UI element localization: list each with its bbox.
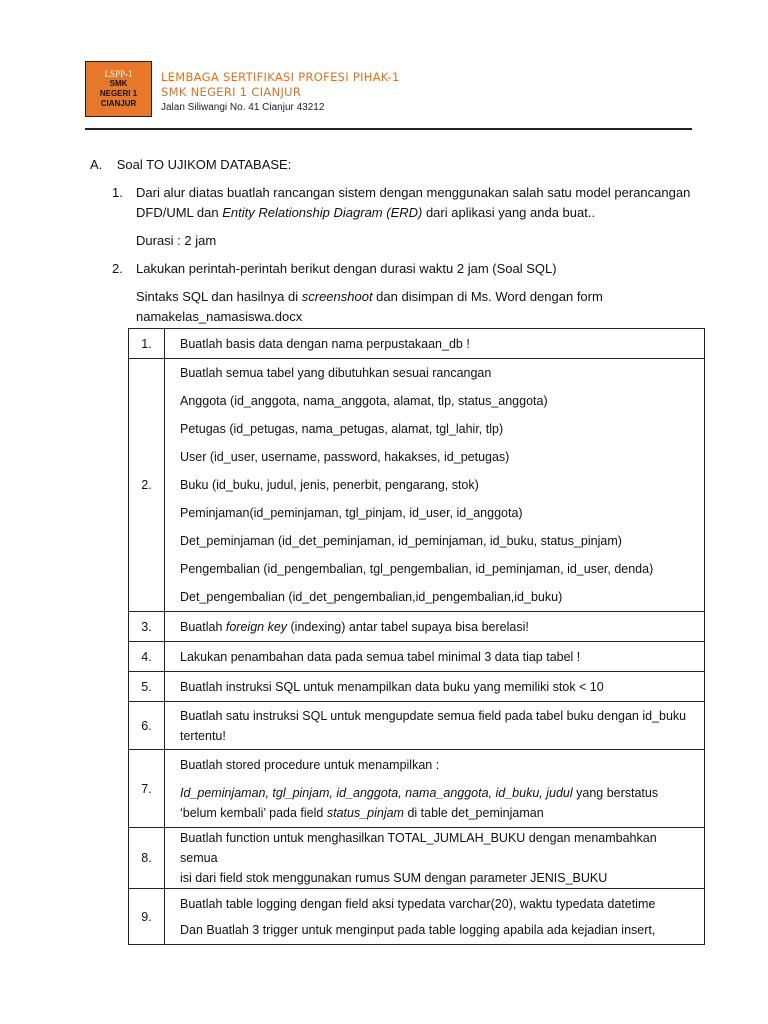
logo-line-2: SMK: [109, 79, 128, 88]
item-number: 1.: [112, 185, 123, 200]
item-1-duration: Durasi : 2 jam: [136, 233, 217, 248]
sql-task-table: [128, 328, 705, 945]
item-1-line-1: Dari alur diatas buatlah rancangan sistem dengan menggunakan salah satu model perancangan: [136, 185, 691, 200]
section-heading: [90, 155, 291, 175]
school-address: Jalan Siliwangi No. 41 Cianjur 43212: [161, 102, 325, 113]
institution-logo: [85, 61, 152, 117]
section-title: Soal TO UJIKOM DATABASE:: [116, 157, 292, 172]
row-number: 2.: [129, 359, 165, 612]
table-list-line: Pengembalian (id_pengembalian, tgl_pengembalian, id_peminjaman, id_user, denda): [180, 562, 654, 576]
row-number: 8.: [129, 828, 165, 889]
table-list-line: User (id_user, username, password, hakakses, id_petugas): [180, 450, 510, 464]
row-number: 7.: [129, 750, 165, 828]
table-row: [129, 642, 705, 672]
row-number: 9.: [129, 889, 165, 945]
row-number: 1.: [129, 329, 165, 359]
row-number: 4.: [129, 642, 165, 672]
row-text: [165, 359, 705, 612]
row-number: 6.: [129, 702, 165, 750]
logo-line-1: LSPP-1: [104, 69, 133, 79]
table-list-line: Anggota (id_anggota, nama_anggota, alamat, tlp, status_anggota): [180, 394, 548, 408]
table-row: [129, 889, 705, 945]
section-letter: A.: [90, 157, 103, 172]
header-divider: [85, 128, 692, 130]
row-text: Lakukan penambahan data pada semua tabel minimal 3 data tiap tabel !: [165, 642, 705, 672]
row-number: 3.: [129, 612, 165, 642]
row-text: Buatlah foreign key (indexing) antar tabel supaya bisa berelasi!: [165, 612, 705, 642]
table-list-line: Det_pengembalian (id_det_pengembalian,id_pengembalian,id_buku): [180, 590, 563, 604]
row-text: Buatlah basis data dengan nama perpustakaan_db !: [165, 329, 705, 359]
table-row: [129, 828, 705, 889]
item-number: 2.: [112, 261, 123, 276]
table-row: [129, 672, 705, 702]
table-list-line: Petugas (id_petugas, nama_petugas, alamat, tgl_lahir, tlp): [180, 422, 504, 436]
row-text: Buatlah function untuk menghasilkan TOTAL_JUMLAH_BUKU dengan menambahkan semua isi dari field stok menggunakan rumus SUM dengan parameter JENIS_BUKU: [165, 828, 705, 889]
row-text: Buatlah instruksi SQL untuk menampilkan data buku yang memiliki stok < 10: [165, 672, 705, 702]
logo-line-3: NEGERI 1: [99, 89, 138, 98]
table-row: [129, 612, 705, 642]
item-2-line-1: Lakukan perintah-perintah berikut dengan durasi waktu 2 jam (Soal SQL): [136, 261, 557, 276]
organization-name: LEMBAGA SERTIFIKASI PROFESI PIHAK-1: [161, 70, 400, 84]
item-1-line-2: DFD/UML dan Entity Relationship Diagram (ERD) dari aplikasi yang anda buat..: [136, 205, 596, 220]
table-list-line: Peminjaman(id_peminjaman, tgl_pinjam, id_user, id_anggota): [180, 506, 523, 520]
row-text: Buatlah satu instruksi SQL untuk mengupdate semua field pada tabel buku dengan id_buku tertentu!: [165, 702, 705, 750]
row-number: 5.: [129, 672, 165, 702]
row-text: Buatlah stored procedure untuk menampilkan : Id_peminjaman, tgl_pinjam, id_anggota, nama_anggota, id_buku, judul yang berstatus ‘belum kembali’ pada field status_pinjam di table det_peminjaman: [165, 750, 705, 828]
table-row: [129, 702, 705, 750]
item-2-line-3: namakelas_namasiswa.docx: [136, 309, 303, 324]
table-list-line: Buku (id_buku, judul, jenis, penerbit, pengarang, stok): [180, 478, 479, 492]
table-row: [129, 329, 705, 359]
row-text: Buatlah table logging dengan field aksi typedata varchar(20), waktu typedata datetime Dan Buatlah 3 trigger untuk menginput pada table logging apabila ada kejadian insert,: [165, 889, 705, 945]
table-list-line: Det_peminjaman (id_det_peminjaman, id_peminjaman, id_buku, status_pinjam): [180, 534, 622, 548]
table-list-line: Buatlah semua tabel yang dibutuhkan sesuai rancangan: [180, 366, 492, 380]
table-row: [129, 750, 705, 828]
table-row: [129, 359, 705, 612]
logo-line-4: CIANJUR: [100, 99, 137, 108]
school-name: SMK NEGERI 1 CIANJUR: [161, 85, 302, 99]
item-2-line-2: Sintaks SQL dan hasilnya di screenshoot dan disimpan di Ms. Word dengan form: [136, 289, 603, 304]
letterhead: [161, 69, 400, 115]
